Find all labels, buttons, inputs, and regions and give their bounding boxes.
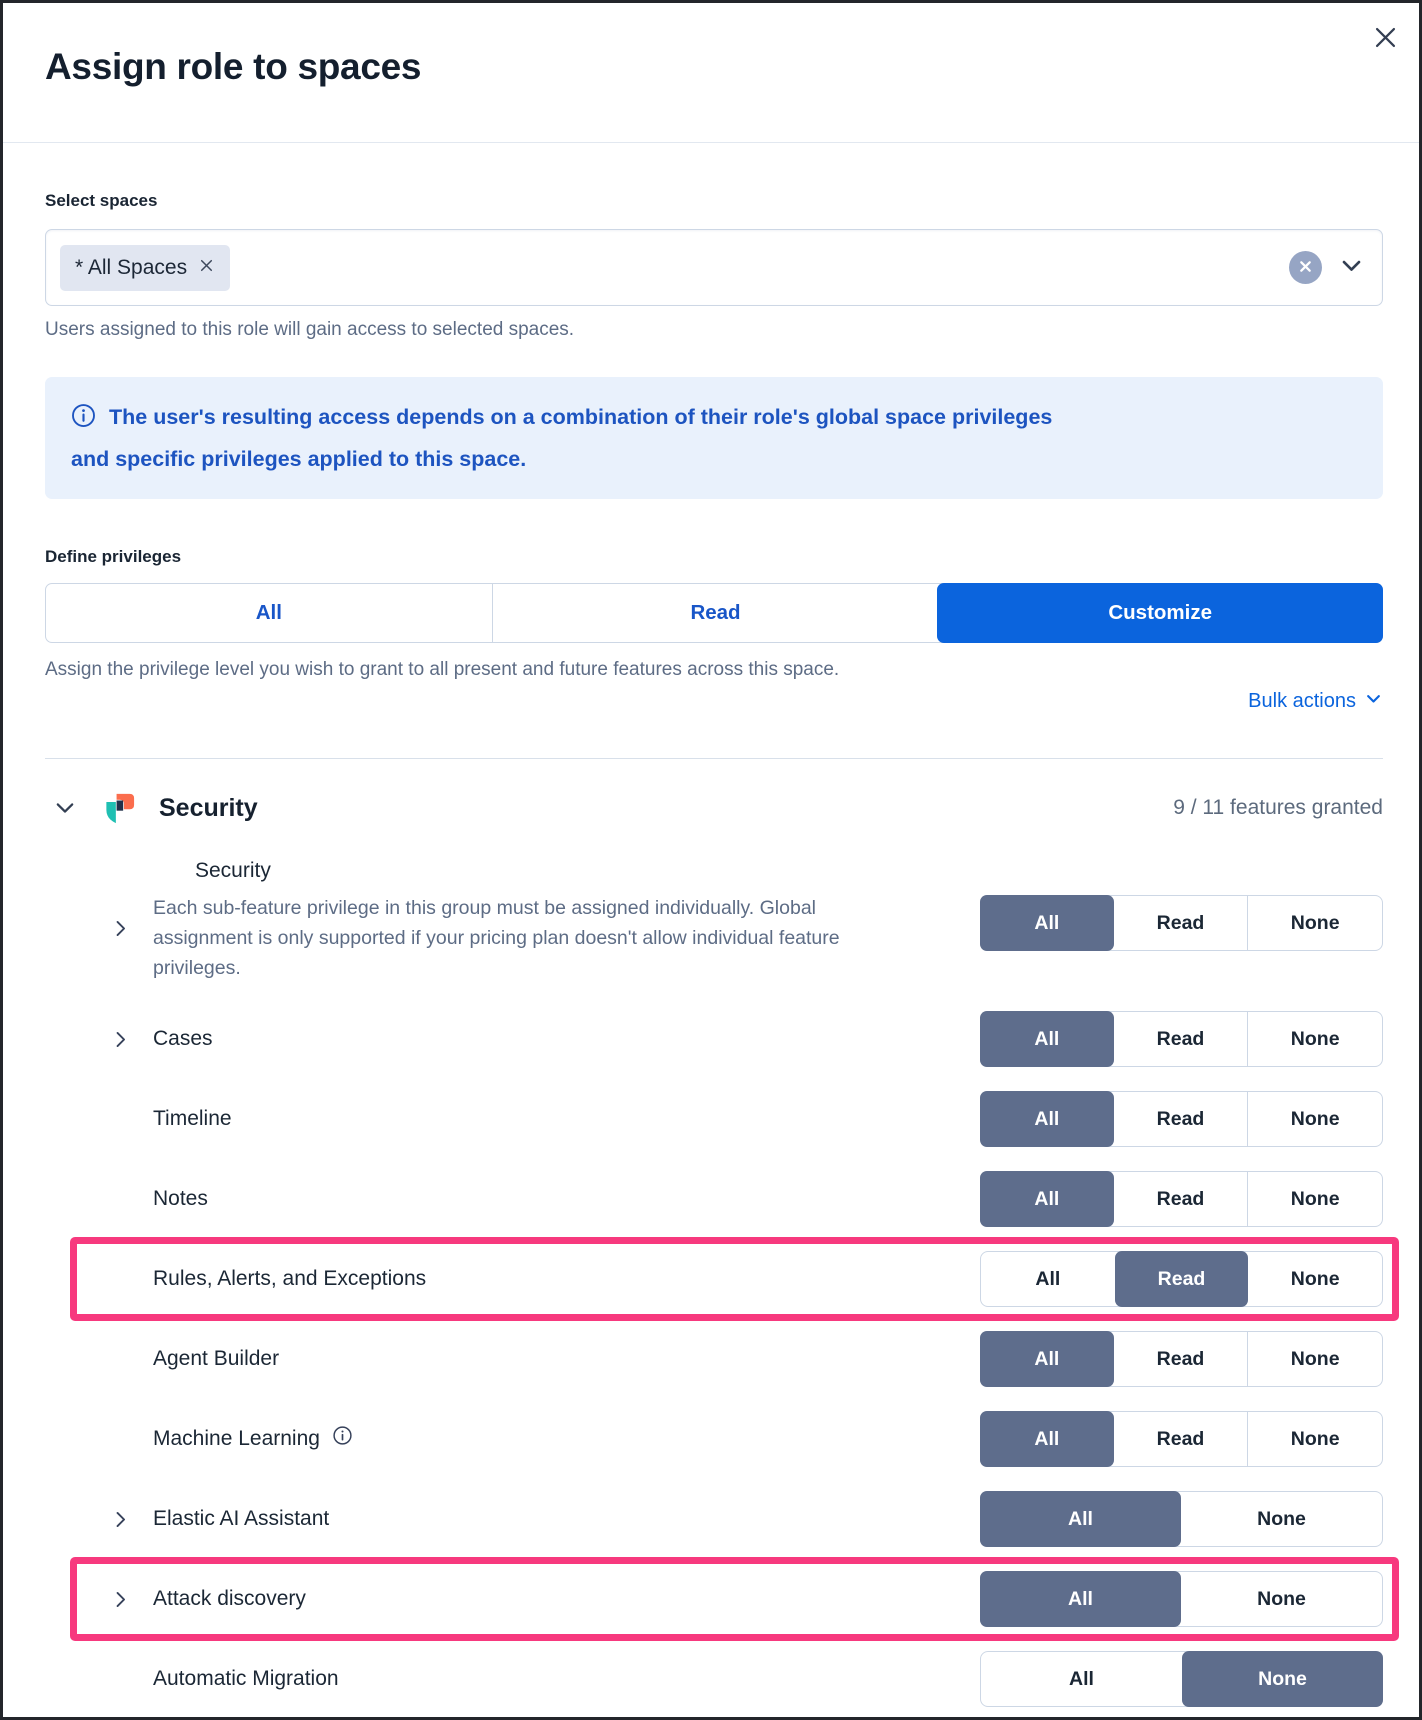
section-divider <box>45 758 1383 759</box>
privilege-level-group <box>45 583 1383 643</box>
privilege-read-button[interactable]: Read <box>1114 896 1248 950</box>
feature-label: Elastic AI Assistant <box>153 1507 330 1530</box>
modal-header <box>3 3 1419 143</box>
privilege-none-button[interactable]: None <box>1181 1492 1382 1546</box>
space-tag[interactable] <box>60 245 230 291</box>
privilege-none-button[interactable]: None <box>1181 1572 1382 1626</box>
privilege-none-button[interactable]: None <box>1248 1252 1382 1306</box>
feature-row-label <box>153 1187 208 1211</box>
feature-row-label <box>153 1267 426 1291</box>
combobox-clear-button[interactable] <box>1289 251 1322 284</box>
feature-label: Timeline <box>153 1107 232 1130</box>
feature-rows <box>45 999 1383 1719</box>
callout-line-2: and specific privileges applied to this space. <box>71 447 527 471</box>
privilege-read-button[interactable]: Read <box>1114 1172 1248 1226</box>
spaces-combobox[interactable] <box>45 229 1383 306</box>
combobox-chevron-down-icon[interactable] <box>1339 253 1364 283</box>
feature-row-automatic-migration <box>45 1639 1383 1719</box>
feature-label: Rules, Alerts, and Exceptions <box>153 1267 427 1290</box>
privilege-button-group <box>980 1651 1383 1707</box>
privileges-description: Assign the privilege level you wish to grant to all present and future features across this space. <box>45 659 840 680</box>
combobox-controls <box>1289 251 1364 284</box>
feature-label: Notes <box>153 1187 208 1210</box>
privilege-level-all-button[interactable]: All <box>46 584 492 642</box>
combobox-helper-text: Users assigned to this role will gain access to selected spaces. <box>45 319 575 340</box>
privilege-all-button[interactable]: All <box>980 1011 1114 1067</box>
feature-row-agent-builder <box>45 1319 1383 1399</box>
info-callout <box>45 377 1383 499</box>
expand-chevron-right-icon[interactable] <box>111 1590 153 1609</box>
privilege-button-group <box>980 1171 1383 1227</box>
security-shield-icon <box>102 791 137 826</box>
feature-row-timeline <box>45 1079 1383 1159</box>
privilege-button-group <box>980 1091 1383 1147</box>
expand-chevron-right-icon[interactable] <box>111 893 153 938</box>
privilege-button-group <box>980 1411 1383 1467</box>
info-icon <box>71 402 96 440</box>
privilege-read-button[interactable]: Read <box>1115 1251 1249 1307</box>
feature-row-attack-discovery <box>45 1559 1383 1639</box>
privilege-none-button[interactable]: None <box>1247 1412 1382 1466</box>
privilege-all-button[interactable]: All <box>980 895 1114 951</box>
bulk-actions-link[interactable] <box>1248 689 1383 714</box>
privilege-button-group <box>980 1331 1383 1387</box>
clear-icon <box>1298 259 1313 277</box>
feature-label: Agent Builder <box>153 1347 280 1370</box>
privilege-none-button[interactable]: None <box>1247 1332 1382 1386</box>
privilege-all-button[interactable]: All <box>980 1411 1114 1467</box>
feature-row-cases <box>45 999 1383 1079</box>
privilege-none-button[interactable]: None <box>1247 896 1382 950</box>
expand-chevron-right-icon[interactable] <box>111 1030 153 1049</box>
callout-line-1 <box>71 398 1357 440</box>
close-button[interactable] <box>1363 17 1407 61</box>
security-section-header <box>45 783 1383 833</box>
privilege-none-button[interactable]: None <box>1247 1092 1382 1146</box>
privilege-read-button[interactable]: Read <box>1114 1332 1248 1386</box>
feature-row-label <box>153 1347 279 1371</box>
bulk-actions-row <box>45 689 1383 714</box>
feature-row-notes <box>45 1159 1383 1239</box>
privilege-level-customize-button[interactable]: Customize <box>937 583 1383 643</box>
privilege-button-group <box>980 895 1383 951</box>
privilege-all-button[interactable]: All <box>980 1331 1114 1387</box>
bulk-actions-label: Bulk actions <box>1248 690 1356 712</box>
security-subfeature-row <box>45 893 1383 983</box>
privilege-all-button[interactable]: All <box>981 1652 1182 1706</box>
privilege-all-button[interactable]: All <box>980 1171 1114 1227</box>
feature-row-elastic-ai-assistant <box>45 1479 1383 1559</box>
privilege-button-group <box>980 1491 1383 1547</box>
privilege-read-button[interactable]: Read <box>1114 1092 1248 1146</box>
feature-row-label <box>153 1667 339 1691</box>
privilege-all-button[interactable]: All <box>980 1491 1181 1547</box>
privilege-all-button[interactable]: All <box>980 1571 1181 1627</box>
security-subfeature-description: Each sub-feature privilege in this group must be assigned individually. Global assignment is only supported if your pricing plan doesn't allow individual feature privileges. <box>153 897 840 979</box>
security-subfeature-label: Security <box>195 859 271 882</box>
security-subfeature-group-slot <box>980 893 1383 951</box>
feature-label: Machine Learning <box>153 1427 320 1450</box>
privilege-button-group <box>980 1011 1383 1067</box>
section-collapse-chevron-down-icon[interactable] <box>53 796 77 820</box>
feature-label: Cases <box>153 1027 213 1050</box>
features-granted-count: 9 / 11 features granted <box>1173 796 1383 819</box>
feature-row-rules-alerts-and-exceptions <box>45 1239 1383 1319</box>
privilege-all-button[interactable]: All <box>980 1091 1114 1147</box>
modal-body <box>3 191 1419 1719</box>
privilege-level-read-button[interactable]: Read <box>492 584 939 642</box>
privilege-read-button[interactable]: Read <box>1114 1412 1248 1466</box>
privilege-read-button[interactable]: Read <box>1114 1012 1248 1066</box>
feature-row-label <box>153 1507 329 1531</box>
privilege-none-button[interactable]: None <box>1247 1172 1382 1226</box>
expand-chevron-right-icon[interactable] <box>111 1510 153 1529</box>
feature-row-label <box>153 1587 306 1611</box>
select-spaces-label: Select spaces <box>45 191 158 210</box>
feature-row-label <box>153 1027 213 1051</box>
privilege-all-button[interactable]: All <box>981 1252 1115 1306</box>
modal-title: Assign role to spaces <box>45 46 422 87</box>
close-icon <box>1372 24 1399 54</box>
tag-remove-icon[interactable] <box>198 256 215 280</box>
info-icon[interactable] <box>332 1425 353 1446</box>
feature-row-machine-learning <box>45 1399 1383 1479</box>
privilege-none-button[interactable]: None <box>1247 1012 1382 1066</box>
privilege-button-group <box>980 1251 1383 1307</box>
callout-text: The user's resulting access depends on a combination of their role's global space privileges <box>109 405 1053 429</box>
feature-label: Automatic Migration <box>153 1667 339 1690</box>
feature-row-label <box>153 1107 232 1131</box>
feature-row-label <box>153 1427 353 1451</box>
privilege-button-group <box>980 1571 1383 1627</box>
feature-label: Attack discovery <box>153 1587 306 1610</box>
define-privileges-label: Define privileges <box>45 547 182 566</box>
section-title: Security <box>159 793 258 822</box>
privilege-none-button[interactable]: None <box>1182 1651 1383 1707</box>
space-tag-label: * All Spaces <box>75 255 188 279</box>
bulk-actions-chevron-down-icon <box>1364 689 1383 714</box>
